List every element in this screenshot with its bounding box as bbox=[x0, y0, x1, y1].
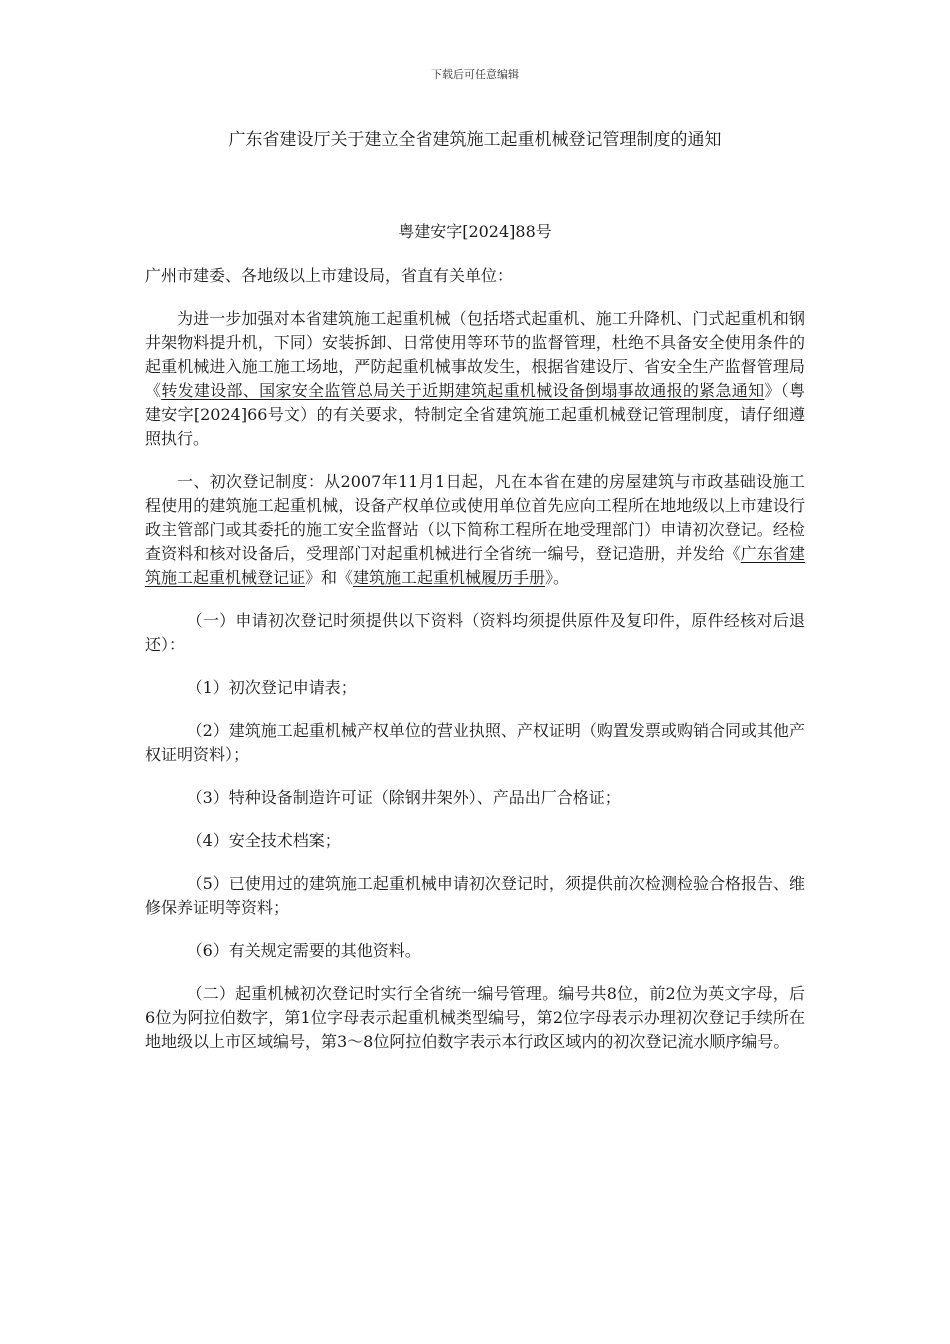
list-item: （2）建筑施工起重机械产权单位的营业执照、产权证明（购置发票或购销合同或其他产权证明资料）； bbox=[145, 721, 805, 764]
section1-text-mid: 》和《 bbox=[305, 568, 354, 587]
salutation: 广州市建委、各地级以上市建设局，省直有关单位： bbox=[145, 266, 514, 285]
document-title: 广东省建设厅关于建立全省建筑施工起重机械登记管理制度的通知 bbox=[228, 130, 722, 150]
list-item: （3）特种设备制造许可证（除钢井架外）、产品出厂合格证； bbox=[186, 788, 621, 807]
document-body bbox=[145, 264, 805, 1073]
document-number: 粤建安字[2024]88号 bbox=[398, 222, 552, 241]
intro-paragraph bbox=[145, 307, 805, 451]
section1-text-before: 一、初次登记制度：从2007年11月1日起，凡在本省在建的房屋建筑与市政基础设施工程使用的建筑施工起重机械，设备产权单位或使用单位首先应向工程所在地地级以上市建设行政主管部门或其委托的施工安全监督站（以下简称工程所在地受理部门）申请初次登记。经检查资料和核对设备后，受理部门对起重机械进行全省统一编号，登记造册，并发给《 bbox=[145, 472, 805, 563]
intro-text-before: 为进一步加强对本省建筑施工起重机械（包括塔式起重机、施工升降机、门式起重机和钢井架物料提升机，下同）安装拆卸、日常使用等环节的监督管理，杜绝不具备安全使用条件的起重机械进入施工施工场地，严防起重机械事故发生，根据省建设厅、省安全生产监督管理局《 bbox=[145, 309, 805, 400]
header-note: 下载后可任意编辑 bbox=[431, 68, 519, 81]
section1-text-after: 》。 bbox=[545, 568, 570, 587]
section-initial-registration bbox=[145, 470, 805, 590]
registration-certificate-link[interactable]: 广东省建筑施工起重机械登记证 bbox=[145, 544, 805, 587]
intro-text-after: 》（粤建安字[2024]66号文）的有关要求，特制定全省建筑施工起重机械登记管理制度，请仔细遵照执行。 bbox=[145, 381, 805, 448]
list-item: （5）已使用过的建筑施工起重机械申请初次登记时，须提供前次检测检验合格报告、维修保养证明等资料； bbox=[145, 874, 805, 917]
subsection-numbering-rules: （二）起重机械初次登记时实行全省统一编号管理。编号共8位，前2位为英文字母，后6位为阿拉伯数字，第1位字母表示起重机械类型编号，第2位字母表示办理初次登记手续所在地地级以上市区域编号，第3～8位阿拉伯数字表示本行政区域内的初次登记流水顺序编号。 bbox=[145, 984, 805, 1051]
list-item: （4）安全技术档案； bbox=[186, 831, 341, 850]
list-item: （1）初次登记申请表； bbox=[186, 678, 357, 697]
history-handbook-link[interactable]: 建筑施工起重机械履历手册 bbox=[353, 568, 546, 587]
subsection-required-materials: （一）申请初次登记时须提供以下资料（资料均须提供原件及复印件，原件经核对后退还）： bbox=[145, 611, 805, 654]
intro-referenced-notice-link[interactable]: 转发建设部、国家安全监管总局关于近期建筑起重机械设备倒塌事故通报的紧急通知 bbox=[161, 381, 765, 400]
list-item: （6）有关规定需要的其他资料。 bbox=[186, 941, 421, 960]
